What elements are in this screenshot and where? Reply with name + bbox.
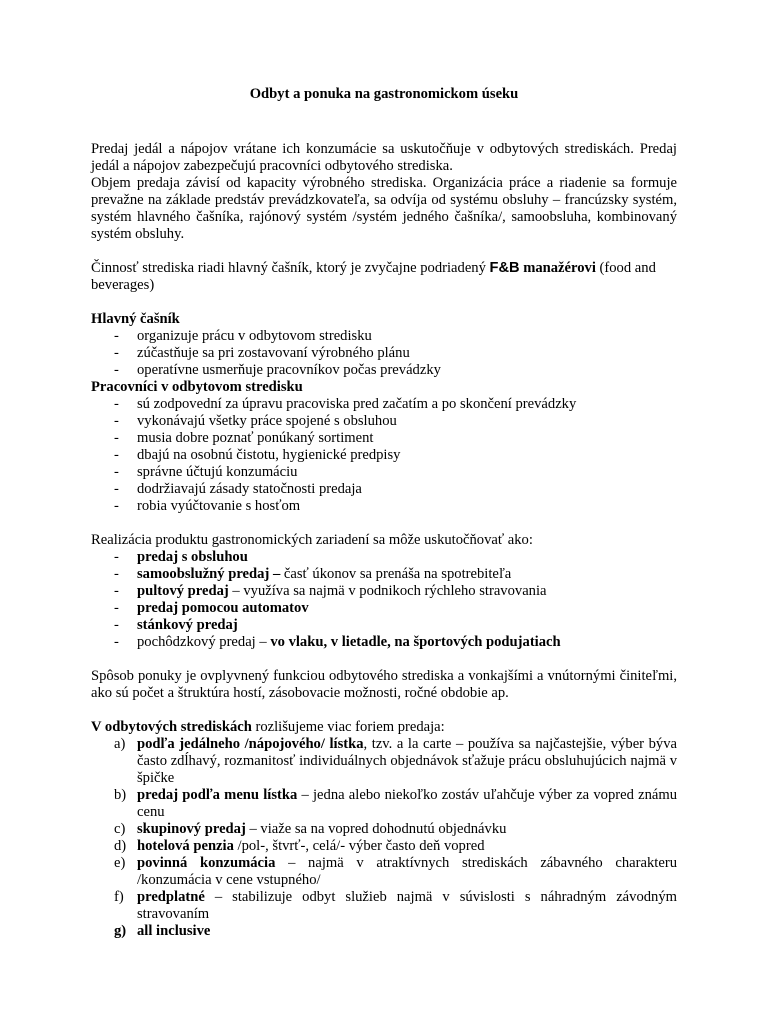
list-item: - musia dobre poznať ponúkaný sortiment — [114, 430, 374, 446]
forms-intro: V odbytových strediskách rozlišujeme viac foriem predaja: — [91, 719, 445, 735]
offer-paragraph: Spôsob ponuky je ovplyvnený funkciou odbytového strediska a vonkajšími a vnútornými činiteľmi, ako sú počet a štruktúra hostí, zásobovacie možnosti, ročné obdobie ap. — [91, 668, 677, 701]
manager-paragraph — [91, 260, 677, 294]
list-item: - dbajú na osobnú čistotu, hygienické predpisy — [114, 447, 401, 463]
list-item: - robia vyúčtovanie s hosťom — [114, 498, 301, 514]
page-title: Odbyt a ponuka na gastronomickom úseku — [249, 86, 519, 102]
list-item: e) povinná konzumácia – najmä v atraktívnych strediskách zábavného charakteru /konzumácia v cene vstupného/ — [114, 855, 677, 888]
list-item: - samoobslužný predaj – časť úkonov sa prenáša na spotrebiteľa — [114, 566, 512, 582]
list-item: c) skupinový predaj – viaže sa na vopred dohodnutú objednávku — [114, 821, 507, 837]
realization-list — [91, 549, 677, 651]
list-item: - správne účtujú konzumáciu — [114, 464, 298, 480]
list-item: - predaj pomocou automatov — [114, 600, 309, 616]
manager-bold: manažérovi — [519, 260, 596, 276]
list-item: - vykonávajú všetky práce spojené s obsluhou — [114, 413, 397, 429]
list-item: - pochôdzkový predaj – vo vlaku, v lietadle, na športových podujatiach — [114, 634, 561, 650]
list-item: f) predplatné – stabilizuje odbyt služieb najmä v súvislosti s náhradným závodným stravovaním — [114, 889, 677, 922]
head-waiter-heading: Hlavný čašník — [91, 311, 180, 327]
manager-text-after: (food and beverages) — [91, 260, 656, 293]
list-item: d) hotelová penzia /pol-, štvrť-, celá/- výber často deň vopred — [114, 838, 485, 854]
list-item: - sú zodpovední za úpravu pracoviska pred začatím a po skončení prevádzky — [114, 396, 577, 412]
staff-list — [91, 396, 677, 515]
list-item: - zúčastňuje sa pri zostavovaní výrobného plánu — [114, 345, 410, 361]
head-waiter-list — [91, 328, 677, 379]
forms-list — [91, 736, 677, 940]
list-item: g) all inclusive — [114, 923, 211, 939]
intro-paragraph-1: Predaj jedál a nápojov vrátane ich konzumácie sa uskutočňuje v odbytových strediskách. Predaj jedál a nápojov zabezpečujú pracovníci odbytového strediska. — [91, 141, 677, 174]
list-item: - pultový predaj – využíva sa najmä v podnikoch rýchleho stravovania — [114, 583, 547, 599]
realization-intro: Realizácia produktu gastronomických zariadení sa môže uskutočňovať ako: — [91, 532, 533, 548]
list-item: b) predaj podľa menu lístka – jedna alebo niekoľko zostáv uľahčuje výber za vopred známu cenu — [114, 787, 677, 820]
document-page — [91, 86, 677, 940]
list-item: - dodržiavajú zásady statočnosti predaja — [114, 481, 362, 497]
staff-heading: Pracovníci v odbytovom stredisku — [91, 379, 303, 395]
list-item: - stánkový predaj — [114, 617, 238, 633]
list-item: - operatívne usmerňuje pracovníkov počas prevádzky — [114, 362, 441, 378]
fb-label: F&B — [489, 260, 520, 276]
intro-paragraph-2: Objem predaja závisí od kapacity výrobného strediska. Organizácia práce a riadenie sa formuje prevažne na základe predstáv prevádzkovateľa, sa odvíja od systému obsluhy – francúzsky systém, systém hlavného čašníka, rajónový systém /systém jedného čašníka/, samoobsluha, kombinovaný systém obsluhy. — [91, 175, 677, 242]
list-item: - organizuje prácu v odbytovom stredisku — [114, 328, 372, 344]
list-item: a) podľa jedálneho /nápojového/ lístka, tzv. a la carte – používa sa najčastejšie, výber býva často zdĺhavý, rozmanitosť individuálnych objednávok sťažuje prácu obsluhujúcich najmä v špičke — [114, 736, 677, 786]
list-item: - predaj s obsluhou — [114, 549, 248, 565]
manager-text-before: Činnosť strediska riadi hlavný čašník, ktorý je zvyčajne podriadený — [91, 260, 490, 276]
